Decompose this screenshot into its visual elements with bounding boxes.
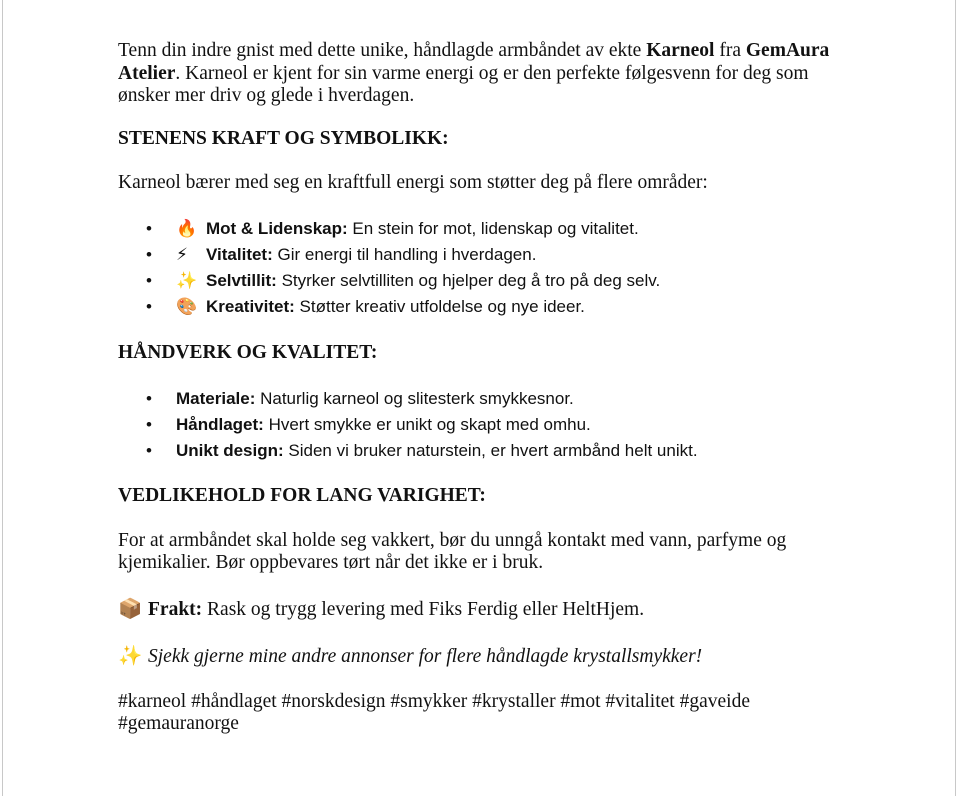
item-label: Mot & Lidenskap:	[206, 218, 348, 238]
hashtags: #karneol #håndlaget #norskdesign #smykker #krystaller #mot #vitalitet #gaveide #gemauranorge	[118, 690, 750, 734]
document-body	[118, 40, 838, 736]
item-label: Kreativitet:	[206, 296, 295, 316]
section-heading-power: STENENS KRAFT OG SYMBOLIKK:	[118, 127, 449, 149]
item-label: Unikt design:	[176, 441, 284, 460]
benefits-list	[118, 216, 838, 320]
item-text: Siden vi bruker naturstein, er hvert armbånd helt unikt.	[283, 441, 698, 460]
page-right-edge	[955, 0, 956, 796]
shipping-line	[118, 599, 838, 622]
bullet: •	[146, 415, 152, 434]
sparkles-icon: ✨	[176, 270, 198, 290]
item-text: Gir energi til handling i hverdagen.	[272, 244, 537, 264]
shipping-label: Frakt:	[148, 598, 203, 620]
list-item	[118, 268, 838, 294]
promo-text: Sjekk gjerne mine andre annonser for flere håndlagde krystallsmykker!	[148, 646, 703, 667]
stone-name: Karneol	[646, 40, 715, 61]
fire-icon: 🔥	[176, 218, 198, 238]
list-item	[118, 216, 838, 242]
package-icon: 📦	[118, 598, 143, 620]
bullet: •	[146, 389, 152, 408]
shipping-text: Rask og trygg levering med Fiks Ferdig eller HeltHjem.	[202, 598, 645, 620]
intro-paragraph	[118, 40, 838, 108]
item-label: Håndlaget:	[176, 415, 264, 434]
list-item	[118, 386, 838, 412]
page-left-edge	[2, 0, 3, 796]
item-text: En stein for mot, lidenskap og vitalitet.	[347, 218, 639, 238]
intro-text-1: Tenn din indre gnist med dette unike, håndlagde armbåndet av ekte	[118, 40, 647, 61]
bullet: •	[146, 218, 152, 238]
intro-text-2: fra	[714, 40, 746, 61]
section-lead: Karneol bærer med seg en kraftfull energi som støtter deg på flere områder:	[118, 172, 708, 193]
section-heading-craft: HÅNDVERK OG KVALITET:	[118, 341, 378, 363]
section-heading-care: VEDLIKEHOLD FOR LANG VARIGHET:	[118, 485, 486, 506]
promo-line	[118, 646, 838, 669]
item-label: Materiale:	[176, 389, 256, 408]
bullet: •	[146, 441, 152, 460]
item-text: Hvert smykke er unikt og skapt med omhu.	[263, 415, 591, 434]
lightning-icon: ⚡	[176, 244, 188, 264]
item-text: Styrker selvtilliten og hjelper deg å tro på deg selv.	[276, 270, 661, 290]
bullet: •	[146, 244, 152, 264]
bullet: •	[146, 296, 152, 316]
palette-icon: 🎨	[176, 296, 198, 316]
list-item	[118, 412, 838, 438]
item-text: Naturlig karneol og slitesterk smykkesnor.	[255, 389, 574, 408]
list-item	[118, 438, 838, 464]
list-item	[118, 242, 838, 268]
bullet: •	[146, 270, 152, 290]
brand-name: GemAura Atelier	[118, 40, 830, 84]
item-label: Selvtillit:	[206, 270, 277, 290]
intro-text-3: . Karneol er kjent for sin varme energi og er den perfekte følgesvenn for deg som ønsker mer driv og glede i hverdagen.	[118, 62, 809, 106]
list-item	[118, 294, 838, 320]
item-label: Vitalitet:	[206, 244, 273, 264]
craft-list	[118, 386, 838, 464]
item-text: Støtter kreativ utfoldelse og nye ideer.	[294, 296, 585, 316]
sparkles-icon: ✨	[118, 646, 143, 667]
care-paragraph: For at armbåndet skal holde seg vakkert, bør du unngå kontakt med vann, parfyme og kjemikalier. Bør oppbevares tørt når det ikke er i bruk.	[118, 529, 787, 573]
